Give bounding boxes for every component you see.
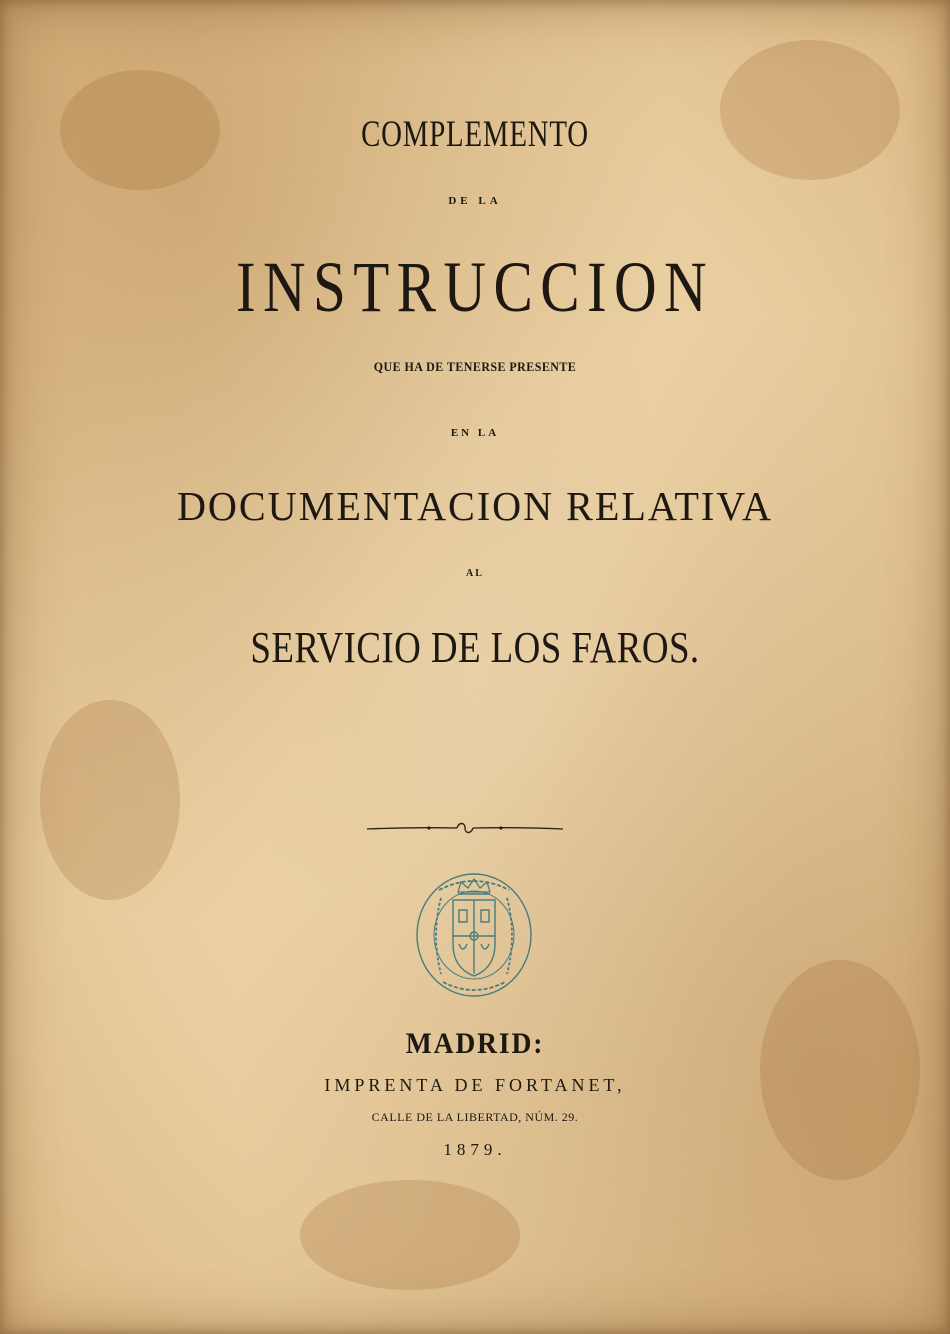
subtitle-que-ha: QUE HA DE TENERSE PRESENTE (373, 359, 577, 374)
imprint-city: MADRID: (405, 1027, 545, 1060)
main-title: INSTRUCCION (235, 247, 715, 327)
ornament-rule-icon (365, 818, 565, 840)
heading-al: AL (466, 568, 484, 579)
library-seal-stamp-icon (413, 870, 535, 1000)
heading-de-la: DE LA (448, 195, 502, 207)
paper-stain (720, 40, 900, 180)
imprint-address: CALLE DE LA LIBERTAD, NÚM. 29. (371, 1110, 579, 1124)
imprint-printer: IMPRENTA DE FORTANET, (324, 1075, 626, 1095)
heading-en-la: EN LA (450, 427, 500, 439)
heading-complemento: COMPLEMENTO (361, 114, 589, 155)
heading-documentacion: DOCUMENTACION RELATIVA (176, 483, 774, 529)
heading-servicio: SERVICIO DE LOS FAROS. (250, 623, 700, 672)
paper-stain (300, 1180, 520, 1290)
paper-stain (40, 700, 180, 900)
imprint-year: 1879. (443, 1140, 507, 1159)
